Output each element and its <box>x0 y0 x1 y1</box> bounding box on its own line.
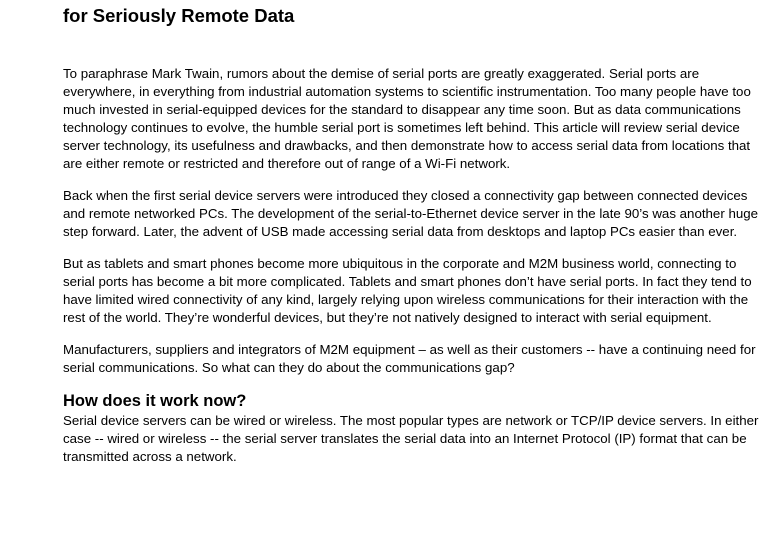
paragraph-communications-gap: Manufacturers, suppliers and integrators of M2M equipment – as well as their customers -- have a continuing need for serial communications. So what can they do about the communications gap? <box>63 342 756 375</box>
paragraph-mobile-devices: But as tablets and smart phones become more ubiquitous in the corporate and M2M business world, connecting to serial ports has become a bit more complicated. Tablets and smart phones don’t have serial ports. In fact they tend to have limited wired connectivity of any kind, largely relying upon wireless communications for their interaction with the rest of the world. They’re wonderful devices, but they’re not natively designed to interact with serial equipment. <box>63 256 752 325</box>
paragraph-how-it-works: Serial device servers can be wired or wireless. The most popular types are network or TCP/IP device servers. In either case -- wired or wireless -- the serial server translates the serial data into an Internet Protocol (IP) format that can be transmitted across a network. <box>63 413 759 464</box>
paragraph-history: Back when the first serial device servers were introduced they closed a connectivity gap between connected devices and remote networked PCs. The development of the serial-to-Ethernet device server in the late 90’s was another huge step forward. Later, the advent of USB made accessing serial data from desktops and laptop PCs easier than ever. <box>63 188 759 239</box>
document-title: for Seriously Remote Data <box>63 5 295 26</box>
document-body <box>63 65 763 480</box>
paragraph-intro: To paraphrase Mark Twain, rumors about the demise of serial ports are greatly exaggerated. Serial ports are everywhere, in everything from industrial automation systems to scientific instrumentation. Too many people have too much invested in serial-equipped devices for the standard to disappear any time soon. But as data communications technology continues to evolve, the humble serial port is sometimes left behind. This article will review serial device server technology, its usefulness and drawbacks, and then demonstrate how to access serial data from locations that are either remote or restricted and therefore out of range of a Wi-Fi network. <box>63 66 751 171</box>
section-heading: How does it work now? <box>63 392 247 410</box>
